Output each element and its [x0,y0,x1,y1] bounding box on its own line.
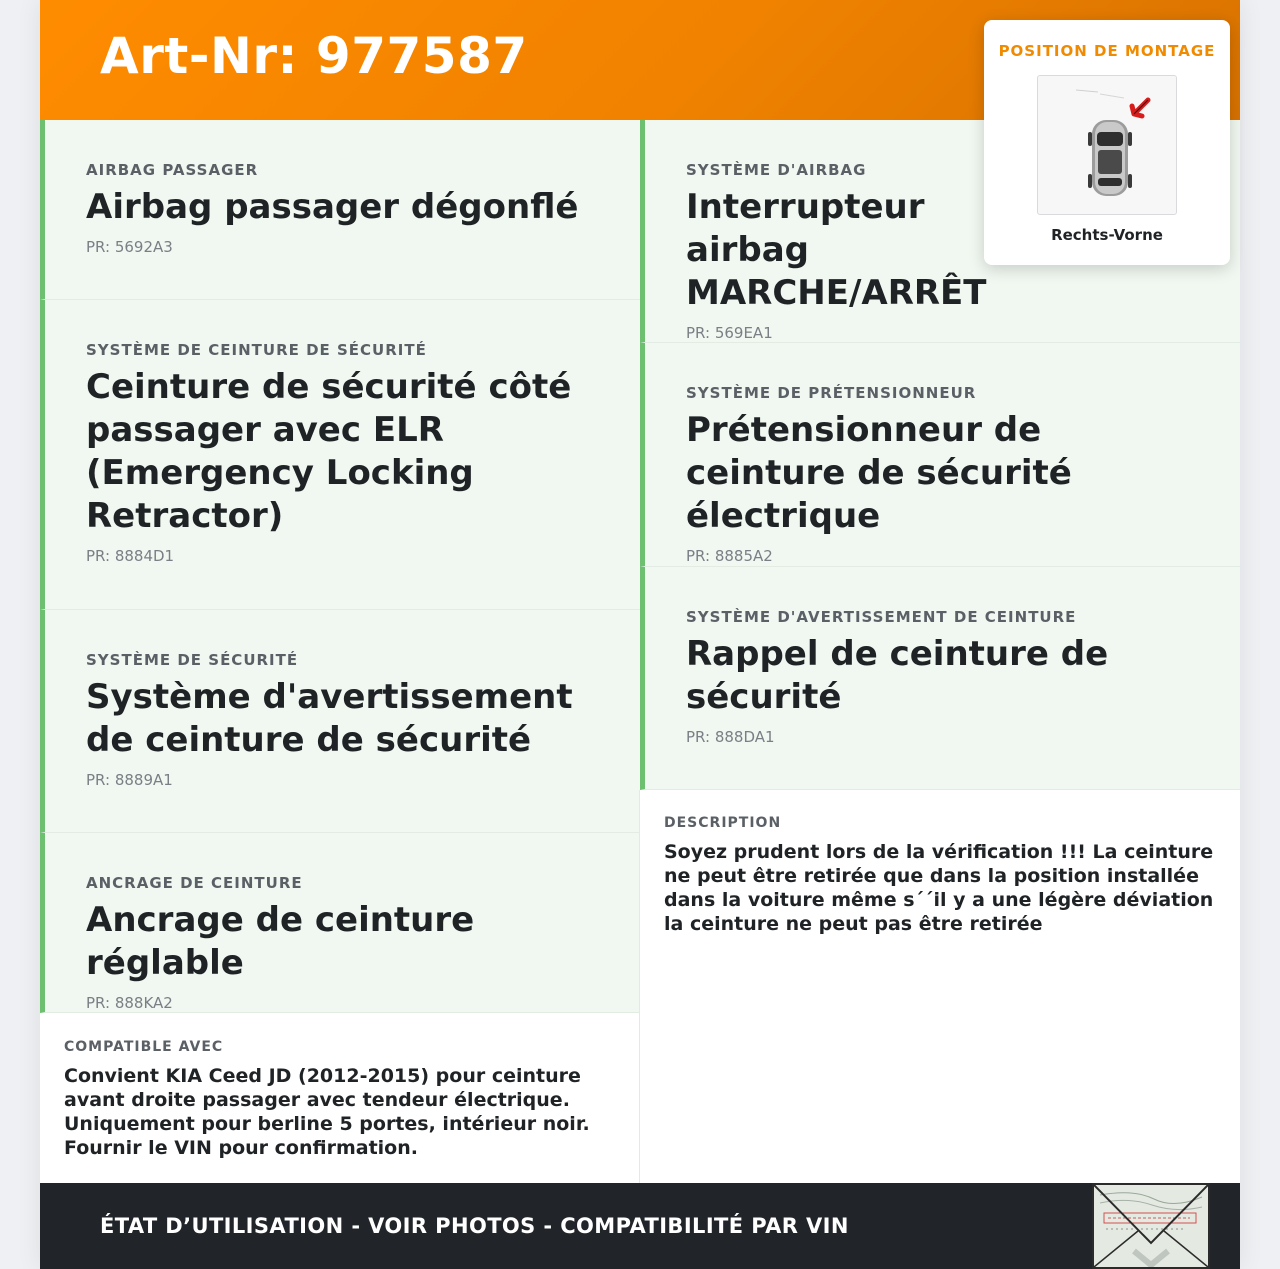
card-category: AIRBAG PASSAGER [86,161,259,179]
car-top-view-icon-svg [1038,76,1176,214]
card-title: Airbag passager dégonflé [86,187,579,227]
compatible-section [40,1038,639,1160]
card-pr-code: PR: 5692A3 [86,238,173,256]
card-category: SYSTÈME D'AIRBAG [686,161,867,179]
mounting-position-card [984,20,1230,265]
card-title: Interrupteur airbag MARCHE/ARRÊT [686,187,987,313]
article-number: Art-Nr: 977587 [100,27,528,85]
card-title: Système d'avertissement de ceinture de sécurité [86,677,573,760]
compatible-text: Convient KIA Ceed JD (2012-2015) pour ceinture avant droite passager avec tendeur électrique. Uniquement pour berline 5 portes, intérieur noir. Fournir le VIN pour confirmation. [64,1065,590,1159]
feature-card [640,567,1240,790]
feature-card [40,610,640,833]
left-column [40,120,640,1013]
footer-text: ÉTAT D’UTILISATION - VOIR PHOTOS - COMPATIBILITÉ PAR VIN [100,1214,849,1238]
card-pr-code: PR: 8885A2 [686,547,773,565]
feature-card [640,343,1240,567]
feature-card [40,120,640,300]
card-title: Ceinture de sécurité côté passager avec ELR (Emergency Locking Retractor) [86,367,572,536]
description-label: DESCRIPTION [664,815,782,831]
description-text: Soyez prudent lors de la vérification !!! La ceinture ne peut être retirée que dans la position installée dans la voiture même s´´il y a une légère déviation la ceinture ne peut pas être retirée [664,841,1214,935]
envelope-label-icon[interactable] [1092,1183,1210,1269]
card-category: SYSTÈME DE SÉCURITÉ [86,651,299,669]
card-category: SYSTÈME DE CEINTURE DE SÉCURITÉ [86,341,427,359]
description-section [640,814,1240,936]
card-title: Prétensionneur de ceinture de sécurité électrique [686,410,1072,536]
card-title: Rappel de ceinture de sécurité [686,634,1109,717]
car-top-view-icon [1037,75,1177,215]
compatible-label: COMPATIBLE AVEC [64,1039,224,1055]
card-pr-code: PR: 8889A1 [86,771,173,789]
card-pr-code: PR: 888KA2 [86,994,173,1012]
feature-card [40,833,640,1013]
card-pr-code: PR: 569EA1 [686,324,773,342]
envelope-label-icon-svg [1094,1185,1208,1267]
mounting-position-caption: Rechts-Vorne [1051,226,1163,244]
footer-bar [40,1183,1240,1269]
card-category: SYSTÈME DE PRÉTENSIONNEUR [686,384,977,402]
card-pr-code: PR: 888DA1 [686,728,775,746]
card-category: SYSTÈME D'AVERTISSEMENT DE CEINTURE [686,608,1077,626]
card-category: ANCRAGE DE CEINTURE [86,874,303,892]
card-pr-code: PR: 8884D1 [86,547,175,565]
card-title: Ancrage de ceinture réglable [86,900,475,983]
feature-card [40,300,640,610]
mounting-position-label: POSITION DE MONTAGE [998,42,1216,60]
